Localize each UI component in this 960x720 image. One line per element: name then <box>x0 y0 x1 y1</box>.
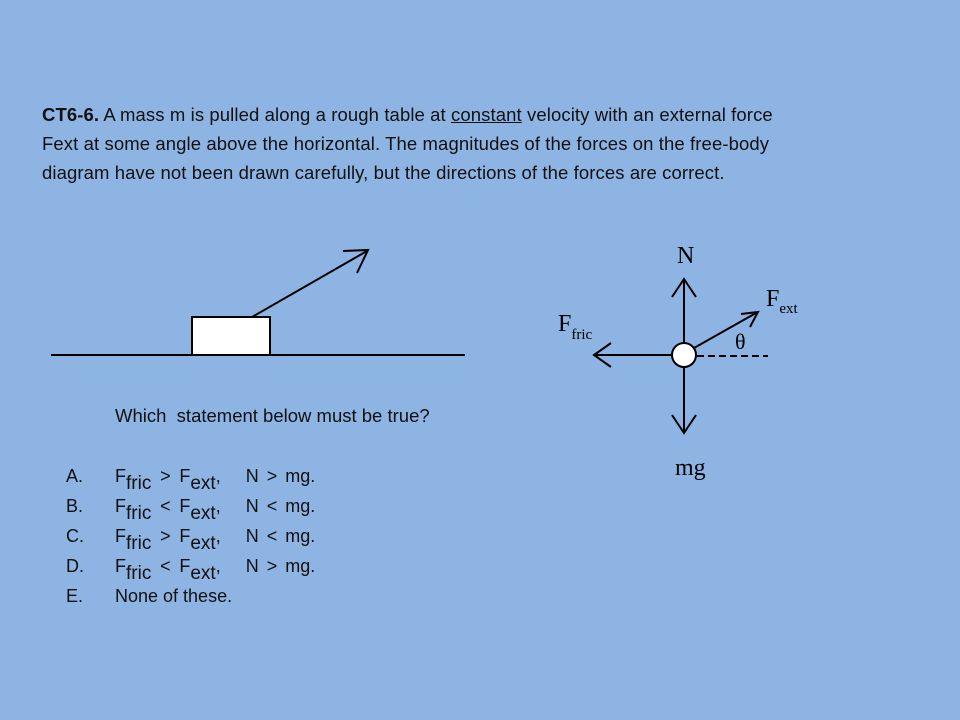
force-comparison: > <box>160 526 171 546</box>
external-force-label-sub: ext <box>779 301 798 317</box>
external-symbol: F <box>179 526 191 546</box>
external-symbol: F <box>179 556 191 576</box>
choice-statement <box>115 556 316 584</box>
friction-subscript: fric <box>126 473 152 494</box>
friction-force-label-sub: fric <box>571 327 593 343</box>
problem-emphasis: constant <box>451 104 522 125</box>
normal-symbol: N <box>245 526 259 546</box>
force-comparison: > <box>160 466 171 486</box>
choice-statement: None of these. <box>115 586 233 606</box>
normal-symbol: N <box>245 556 259 576</box>
weight-label: mg <box>675 455 706 481</box>
problem-text-after: velocity with an external force Fext at some angle above the horizontal. The magnitudes of the forces on the free-body diagram have not been drawn carefully, but the directions of the forces are correct. <box>42 104 773 183</box>
force-comparison: < <box>160 496 171 516</box>
external-subscript: ext <box>190 473 216 494</box>
problem-statement <box>42 100 802 187</box>
weight-symbol: mg. <box>285 496 316 516</box>
choice-statement <box>115 526 316 554</box>
friction-symbol: F <box>115 556 126 576</box>
weight-symbol: mg. <box>285 556 316 576</box>
free-body-diagram <box>540 235 830 485</box>
friction-symbol: F <box>115 466 126 486</box>
setup-diagram <box>40 240 480 370</box>
choice-letter: D. <box>66 556 84 576</box>
separator: , <box>215 526 221 546</box>
external-force-label <box>766 286 799 317</box>
normal-comparison: > <box>266 466 278 486</box>
external-force-arrow <box>694 313 756 348</box>
problem-id: CT6-6. <box>42 104 100 125</box>
problem-text-before: A mass m is pulled along a rough table at <box>99 104 452 125</box>
normal-force-label: N <box>677 243 695 269</box>
separator: , <box>215 466 221 486</box>
separator: , <box>215 556 221 576</box>
weight-symbol: mg. <box>285 526 316 546</box>
normal-symbol: N <box>245 466 259 486</box>
normal-comparison: < <box>266 496 278 516</box>
choice-statement <box>115 496 316 524</box>
external-subscript: ext <box>190 533 216 554</box>
normal-comparison: < <box>266 526 278 546</box>
external-symbol: F <box>179 496 191 516</box>
friction-force-label-main: F <box>558 311 572 337</box>
separator: , <box>215 496 221 516</box>
friction-subscript: fric <box>126 563 152 584</box>
external-subscript: ext <box>190 563 216 584</box>
friction-symbol: F <box>115 526 126 546</box>
external-symbol: F <box>179 466 191 486</box>
choice-letter: C. <box>66 526 84 546</box>
angle-label: θ <box>735 329 746 354</box>
choice-letter: B. <box>66 496 84 516</box>
normal-comparison: > <box>266 556 278 576</box>
choice-statement <box>115 466 316 494</box>
choice-letter: E. <box>66 586 84 606</box>
friction-subscript: fric <box>126 533 152 554</box>
choice-letter: A. <box>66 466 84 486</box>
external-subscript: ext <box>190 503 216 524</box>
weight-symbol: mg. <box>285 466 316 486</box>
pull-force-arrow <box>252 251 367 317</box>
point-mass <box>672 343 696 367</box>
force-comparison: < <box>160 556 171 576</box>
friction-symbol: F <box>115 496 126 516</box>
question-prompt: Which statement below must be true? <box>115 405 430 426</box>
external-force-label-main: F <box>766 286 780 312</box>
mass-block <box>192 317 270 355</box>
friction-force-label <box>558 311 593 343</box>
normal-symbol: N <box>245 496 259 516</box>
friction-subscript: fric <box>126 503 152 524</box>
